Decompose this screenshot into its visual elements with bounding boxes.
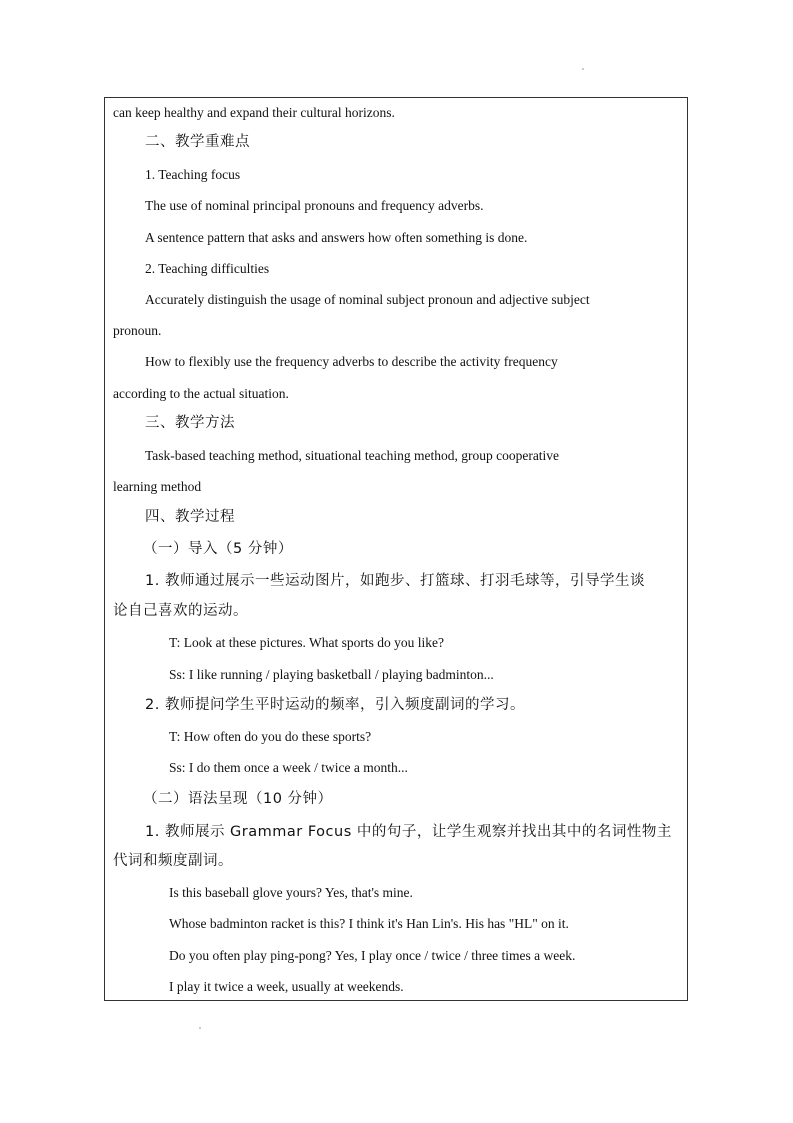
section-heading: 四、教学过程 (145, 509, 235, 525)
text-line: pronoun. (113, 323, 162, 338)
text-line: according to the actual situation. (113, 386, 289, 401)
dialogue-line: T: Look at these pictures. What sports do you like? (169, 635, 445, 650)
text-line: Accurately distinguish the usage of nominal subject pronoun and adjective subject (145, 292, 590, 307)
example-sentence: Is this baseball glove yours? Yes, that's mine. (169, 885, 413, 900)
text-line: 代词和频度副词。 (113, 853, 233, 869)
text-line: The use of nominal principal pronouns and frequency adverbs. (145, 198, 484, 213)
subheading: 2. Teaching difficulties (145, 261, 270, 276)
text-line: learning method (113, 479, 202, 494)
text-line: 论自己喜欢的运动。 (113, 603, 248, 619)
subheading: 1. Teaching focus (145, 167, 241, 182)
subsection-heading: （一）导入（5 分钟） (143, 541, 293, 557)
example-sentence: Whose badminton racket is this? I think it's Han Lin's. His has "HL" on it. (169, 916, 569, 931)
text-line: 2. 教师提问学生平时运动的频率，引入频度副词的学习。 (145, 697, 525, 713)
dialogue-line: Ss: I like running / playing basketball / playing badminton... (169, 667, 494, 682)
text-line: 1. 教师通过展示一些运动图片，如跑步、打篮球、打羽毛球等，引导学生谈 (145, 573, 645, 589)
dialogue-line: T: How often do you do these sports? (169, 729, 372, 744)
text-line: How to flexibly use the frequency adverbs to describe the activity frequency (145, 354, 558, 369)
text-line: 1. 教师展示 Grammar Focus 中的句子，让学生观察并找出其中的名词性物主 (145, 824, 672, 840)
section-heading: 二、教学重难点 (145, 134, 250, 150)
text-line: can keep healthy and expand their cultural horizons. (113, 105, 395, 120)
text-line: A sentence pattern that asks and answers how often something is done. (145, 230, 528, 245)
scan-dot (582, 68, 584, 70)
example-sentence: Do you often play ping-pong? Yes, I play once / twice / three times a week. (169, 948, 576, 963)
text-line: Task-based teaching method, situational teaching method, group cooperative (145, 448, 560, 463)
section-heading: 三、教学方法 (145, 415, 235, 431)
subsection-heading: （二）语法呈现（10 分钟） (143, 791, 333, 807)
example-sentence: I play it twice a week, usually at weekends. (169, 979, 404, 994)
dialogue-line: Ss: I do them once a week / twice a month... (169, 760, 408, 775)
scan-dot (199, 1027, 201, 1029)
